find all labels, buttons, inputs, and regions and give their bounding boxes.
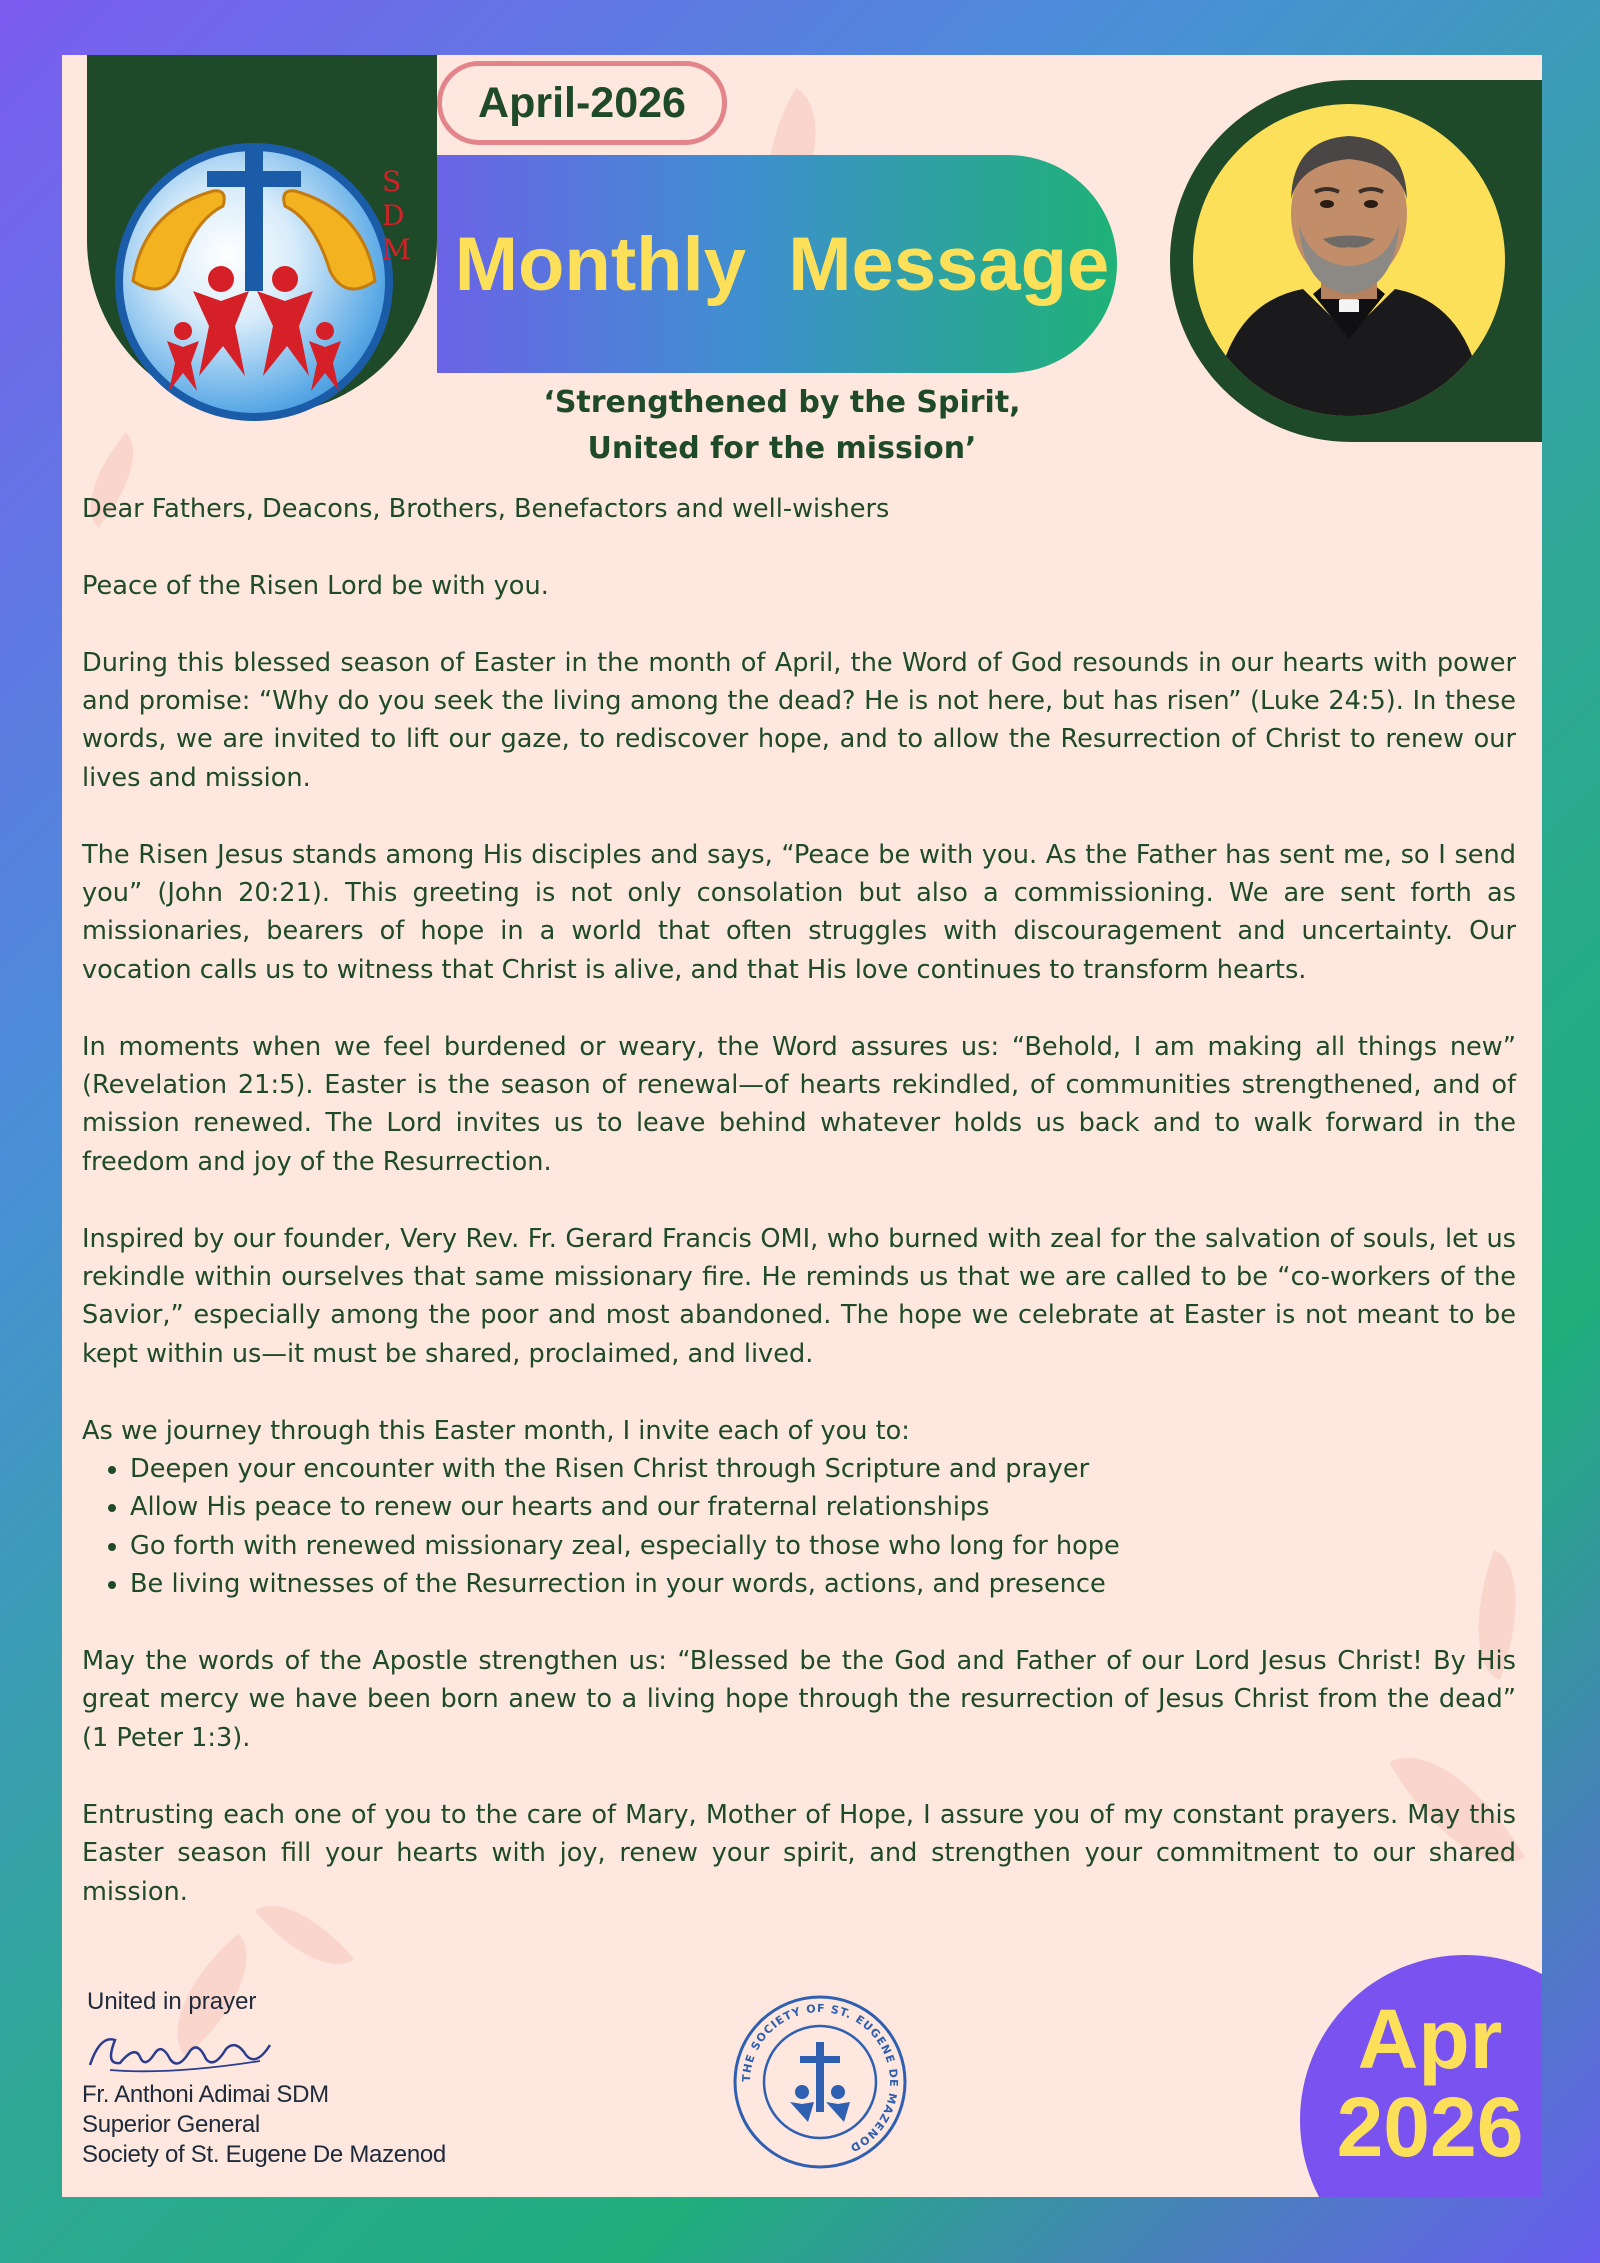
- closing-line: United in prayer: [87, 1988, 257, 2015]
- date-label: April-2026: [437, 61, 727, 145]
- photo-panel: [1170, 80, 1542, 442]
- portrait-illustration: [1193, 104, 1505, 416]
- signer-title: Superior General: [82, 2111, 260, 2138]
- paragraph-4: Inspired by our founder, Very Rev. Fr. Gerard Francis OMI, who burned with zeal for the salvation of souls, let us rekindle within ourselves that same missionary fire. He reminds us that we are called to be “co-workers of the Savior,” especially among the poor and most abandoned. The hope we celebrate at Easter is not meant to be kept within us—it must be shared, proclaimed, and lived.: [82, 1223, 1516, 1369]
- invitation-item: • Be living witnesses of the Resurrection in your words, actions, and presence: [130, 1565, 1516, 1603]
- superior-portrait: [1193, 104, 1505, 416]
- paragraph-6: Entrusting each one of you to the care of Mary, Mother of Hope, I assure you of my constant prayers. May this Easter season fill your hearts with joy, renew your spirit, and strengthen your commitment to our shared mission.: [82, 1799, 1516, 1907]
- invitation-item: • Allow His peace to renew our hearts and our fraternal relationships: [130, 1488, 1516, 1526]
- banner-title: Monthly Message: [437, 155, 1117, 373]
- greeting: Peace of the Risen Lord be with you.: [82, 570, 549, 601]
- invitation-list: [82, 1450, 1516, 1604]
- badge-month: Apr: [1357, 1992, 1503, 2086]
- signer-block: [82, 2080, 446, 2170]
- paragraph-1: During this blessed season of Easter in the month of April, the Word of God resounds in our hearts with power and promise: “Why do you seek the living among the dead? He is not here, but has risen” (Luke 24:5). In these words, we are invited to lift our gaze, to rediscover hope, and to allow the Resurrection of Christ to renew our lives and mission.: [82, 647, 1516, 793]
- badge-year: 2026: [1336, 2080, 1524, 2174]
- theme-line-1: ‘Strengthened by the Spirit,: [543, 385, 1021, 420]
- list-intro: As we journey through this Easter month, I invite each of you to:: [82, 1415, 910, 1446]
- badge-text: [1300, 1992, 1542, 2174]
- society-logo: [115, 143, 393, 421]
- logo-panel: [87, 55, 437, 415]
- signer-name: Fr. Anthoni Adimai SDM: [82, 2081, 329, 2108]
- logo-letters: SDM: [382, 165, 411, 266]
- seal-text: THE SOCIETY OF ST. EUGENE DE MAZENOD: [739, 2001, 901, 2155]
- logo-artwork: [123, 151, 385, 413]
- signer-org: Society of St. Eugene De Mazenod: [82, 2141, 446, 2168]
- salutation: Dear Fathers, Deacons, Brothers, Benefactors and well-wishers: [82, 494, 890, 524]
- message-page: [62, 55, 1542, 2197]
- official-seal: [730, 1992, 910, 2172]
- paragraph-3: In moments when we feel burdened or weary, the Word assures us: “Behold, I am making all things new” (Revelation 21:5). Easter is the season of renewal—of hearts rekindled, of communities strengthened, and of mission renewed. The Lord invites us to leave behind whatever holds us back and to walk forward in the freedom and joy of the Resurrection.: [82, 1031, 1516, 1177]
- invitation-item: • Deepen your encounter with the Risen Christ through Scripture and prayer: [130, 1450, 1516, 1488]
- theme-line-2: United for the mission’: [587, 431, 977, 466]
- invitation-item: • Go forth with renewed missionary zeal, especially to those who long for hope: [130, 1527, 1516, 1565]
- paragraph-2: The Risen Jesus stands among His disciples and says, “Peace be with you. As the Father has sent me, so I send you” (John 20:21). This greeting is not only consolation but also a commissioning. We are sent forth as missionaries, bearers of hope in a world that often struggles with discouragement and uncertainty. Our vocation calls us to witness that Christ is alive, and that His love continues to transform hearts.: [82, 839, 1516, 985]
- paragraph-5: May the words of the Apostle strengthen us: “Blessed be the God and Father of our Lord Jesus Christ! By His great mercy we have been born anew to a living hope through the resurrection of Jesus Christ from the dead” (1 Peter 1:3).: [82, 1646, 1516, 1753]
- handwritten-signature: [80, 2025, 280, 2081]
- letter-body: [82, 490, 1516, 1949]
- theme-subtitle: [422, 380, 1142, 472]
